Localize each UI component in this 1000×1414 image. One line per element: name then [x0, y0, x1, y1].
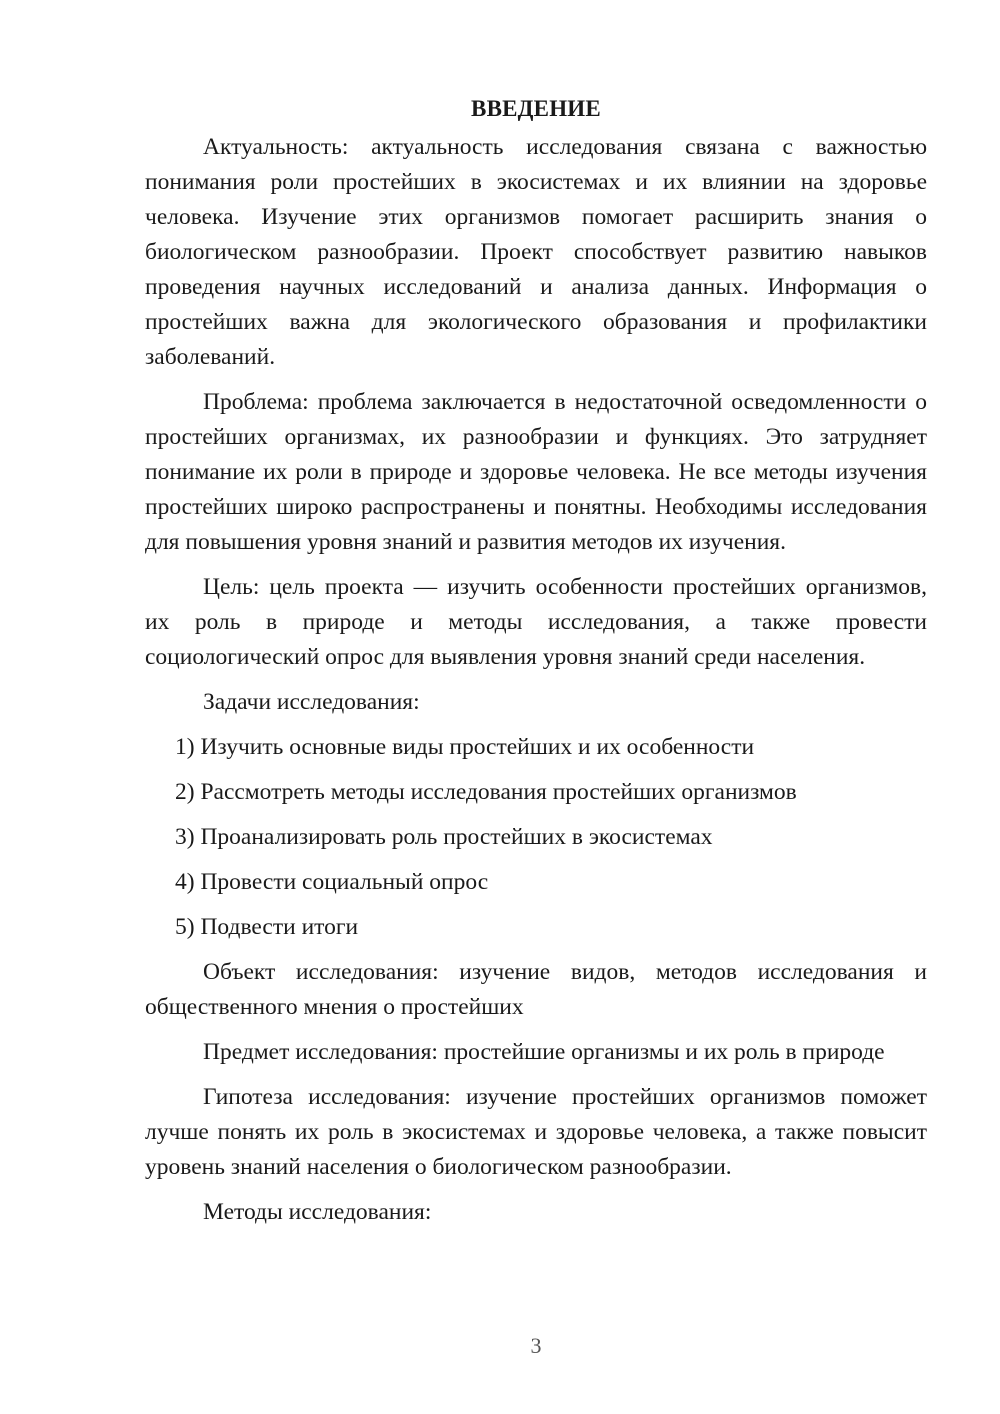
page-content [145, 94, 927, 1240]
relevance-paragraph: Актуальность: актуальность исследования связана с важностью понимания роли простейших в экосистемах и их влиянии на здоровье человека. Изучение этих организмов помогает расширить знания о биологическом разнообразии. Проект способствует развитию навыков проведения научных исследований и анализа данных. Информация о простейших важна для экологического образования и профилактики заболеваний. [145, 134, 927, 370]
task-item-3: 3) Проанализировать роль простейших в экосистемах [175, 824, 713, 850]
page-number: 3 [530, 1333, 542, 1358]
tasks-list [145, 730, 927, 945]
hypothesis-paragraph: Гипотеза исследования: изучение простейших организмов поможет лучше понять их роль в экосистемах и здоровье человека, а также повысит уровень знаний населения о биологическом разнообразии. [145, 1084, 927, 1180]
tasks-heading: Задачи исследования: [203, 689, 420, 715]
methods-heading: Методы исследования: [203, 1199, 432, 1225]
object-paragraph: Объект исследования: изучение видов, методов исследования и общественного мнения о простейших [145, 959, 927, 1020]
subject-paragraph: Предмет исследования: простейшие организмы и их роль в природе [203, 1039, 885, 1065]
task-item-1: 1) Изучить основные виды простейших и их особенности [175, 734, 755, 760]
problem-paragraph: Проблема: проблема заключается в недостаточной осведомленности о простейших организмах, их разнообразии и функциях. Это затрудняет понимание их роли в природе и здоровье человека. Не все методы изучения простейших широко распространены и понятны. Необходимы исследования для повышения уровня знаний и развития методов их изучения. [145, 389, 927, 555]
task-item-2: 2) Рассмотреть методы исследования простейших организмов [175, 779, 797, 805]
page-title: ВВЕДЕНИЕ [471, 96, 601, 121]
task-item-5: 5) Подвести итоги [175, 914, 359, 940]
task-item-4: 4) Провести социальный опрос [175, 869, 489, 895]
goal-paragraph: Цель: цель проекта — изучить особенности простейших организмов, их роль в природе и методы исследования, а также провести социологический опрос для выявления уровня знаний среди населения. [145, 574, 927, 670]
